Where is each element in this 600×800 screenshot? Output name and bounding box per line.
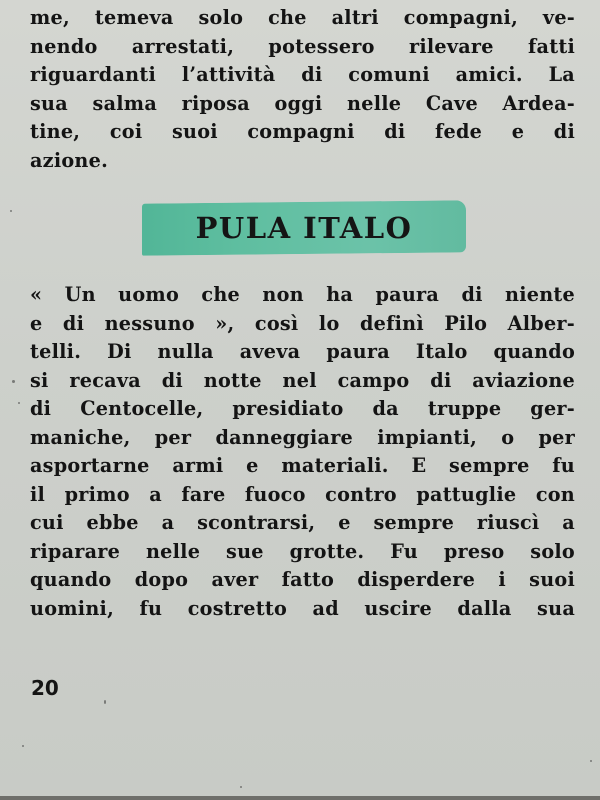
upper-paragraph-line: riguardanti l’attività di comuni amici. La <box>30 63 575 86</box>
lower-paragraph-line: maniche, per danneggiare impianti, o per <box>30 425 575 449</box>
lower-paragraph-line: si recava di notte nel campo di aviazione <box>30 368 575 392</box>
print-speck <box>240 786 242 788</box>
lower-paragraph-line: asportarne armi e materiali. E sempre fu <box>30 454 575 477</box>
upper-paragraph-line: tine, coi suoi compagni di fede e di <box>30 120 575 143</box>
lower-paragraph-line: « Un uomo che non ha paura di niente <box>30 283 575 306</box>
lower-paragraph-line: il primo a fare fuoco contro pattuglie con <box>30 482 575 506</box>
page-bottom-edge <box>0 796 600 800</box>
print-speck <box>18 402 20 404</box>
lower-paragraph <box>30 281 575 623</box>
print-speck <box>22 745 24 747</box>
upper-paragraph <box>30 4 575 175</box>
print-speck <box>590 760 592 762</box>
upper-paragraph-line: sua salma riposa oggi nelle Cave Ardea- <box>30 91 575 115</box>
print-speck <box>12 380 15 383</box>
lower-paragraph-line: quando dopo aver fatto disperdere i suoi <box>30 568 575 591</box>
page-number: 20 <box>31 676 59 700</box>
lower-paragraph-line: uomini, fu costretto ad uscire dalla sua <box>30 596 575 620</box>
print-speck <box>10 210 12 212</box>
lower-paragraph-line: e di nessuno », così lo definì Pilo Alber- <box>30 311 575 335</box>
upper-paragraph-line: azione. <box>30 148 109 172</box>
upper-paragraph-line: me, temeva solo che altri compagni, ve- <box>30 6 575 29</box>
section-title: PULA ITALO <box>195 211 413 245</box>
lower-paragraph-line: telli. Di nulla aveva paura Italo quando <box>30 340 575 363</box>
print-speck <box>104 700 106 704</box>
lower-paragraph-line: riparare nelle sue grotte. Fu preso solo <box>30 539 575 563</box>
upper-paragraph-line: nendo arrestati, potessero rilevare fatti <box>30 34 575 58</box>
lower-paragraph-line: di Centocelle, presidiato da truppe ger- <box>30 397 575 420</box>
lower-paragraph-line: cui ebbe a scontrarsi, e sempre riuscì a <box>30 511 575 534</box>
